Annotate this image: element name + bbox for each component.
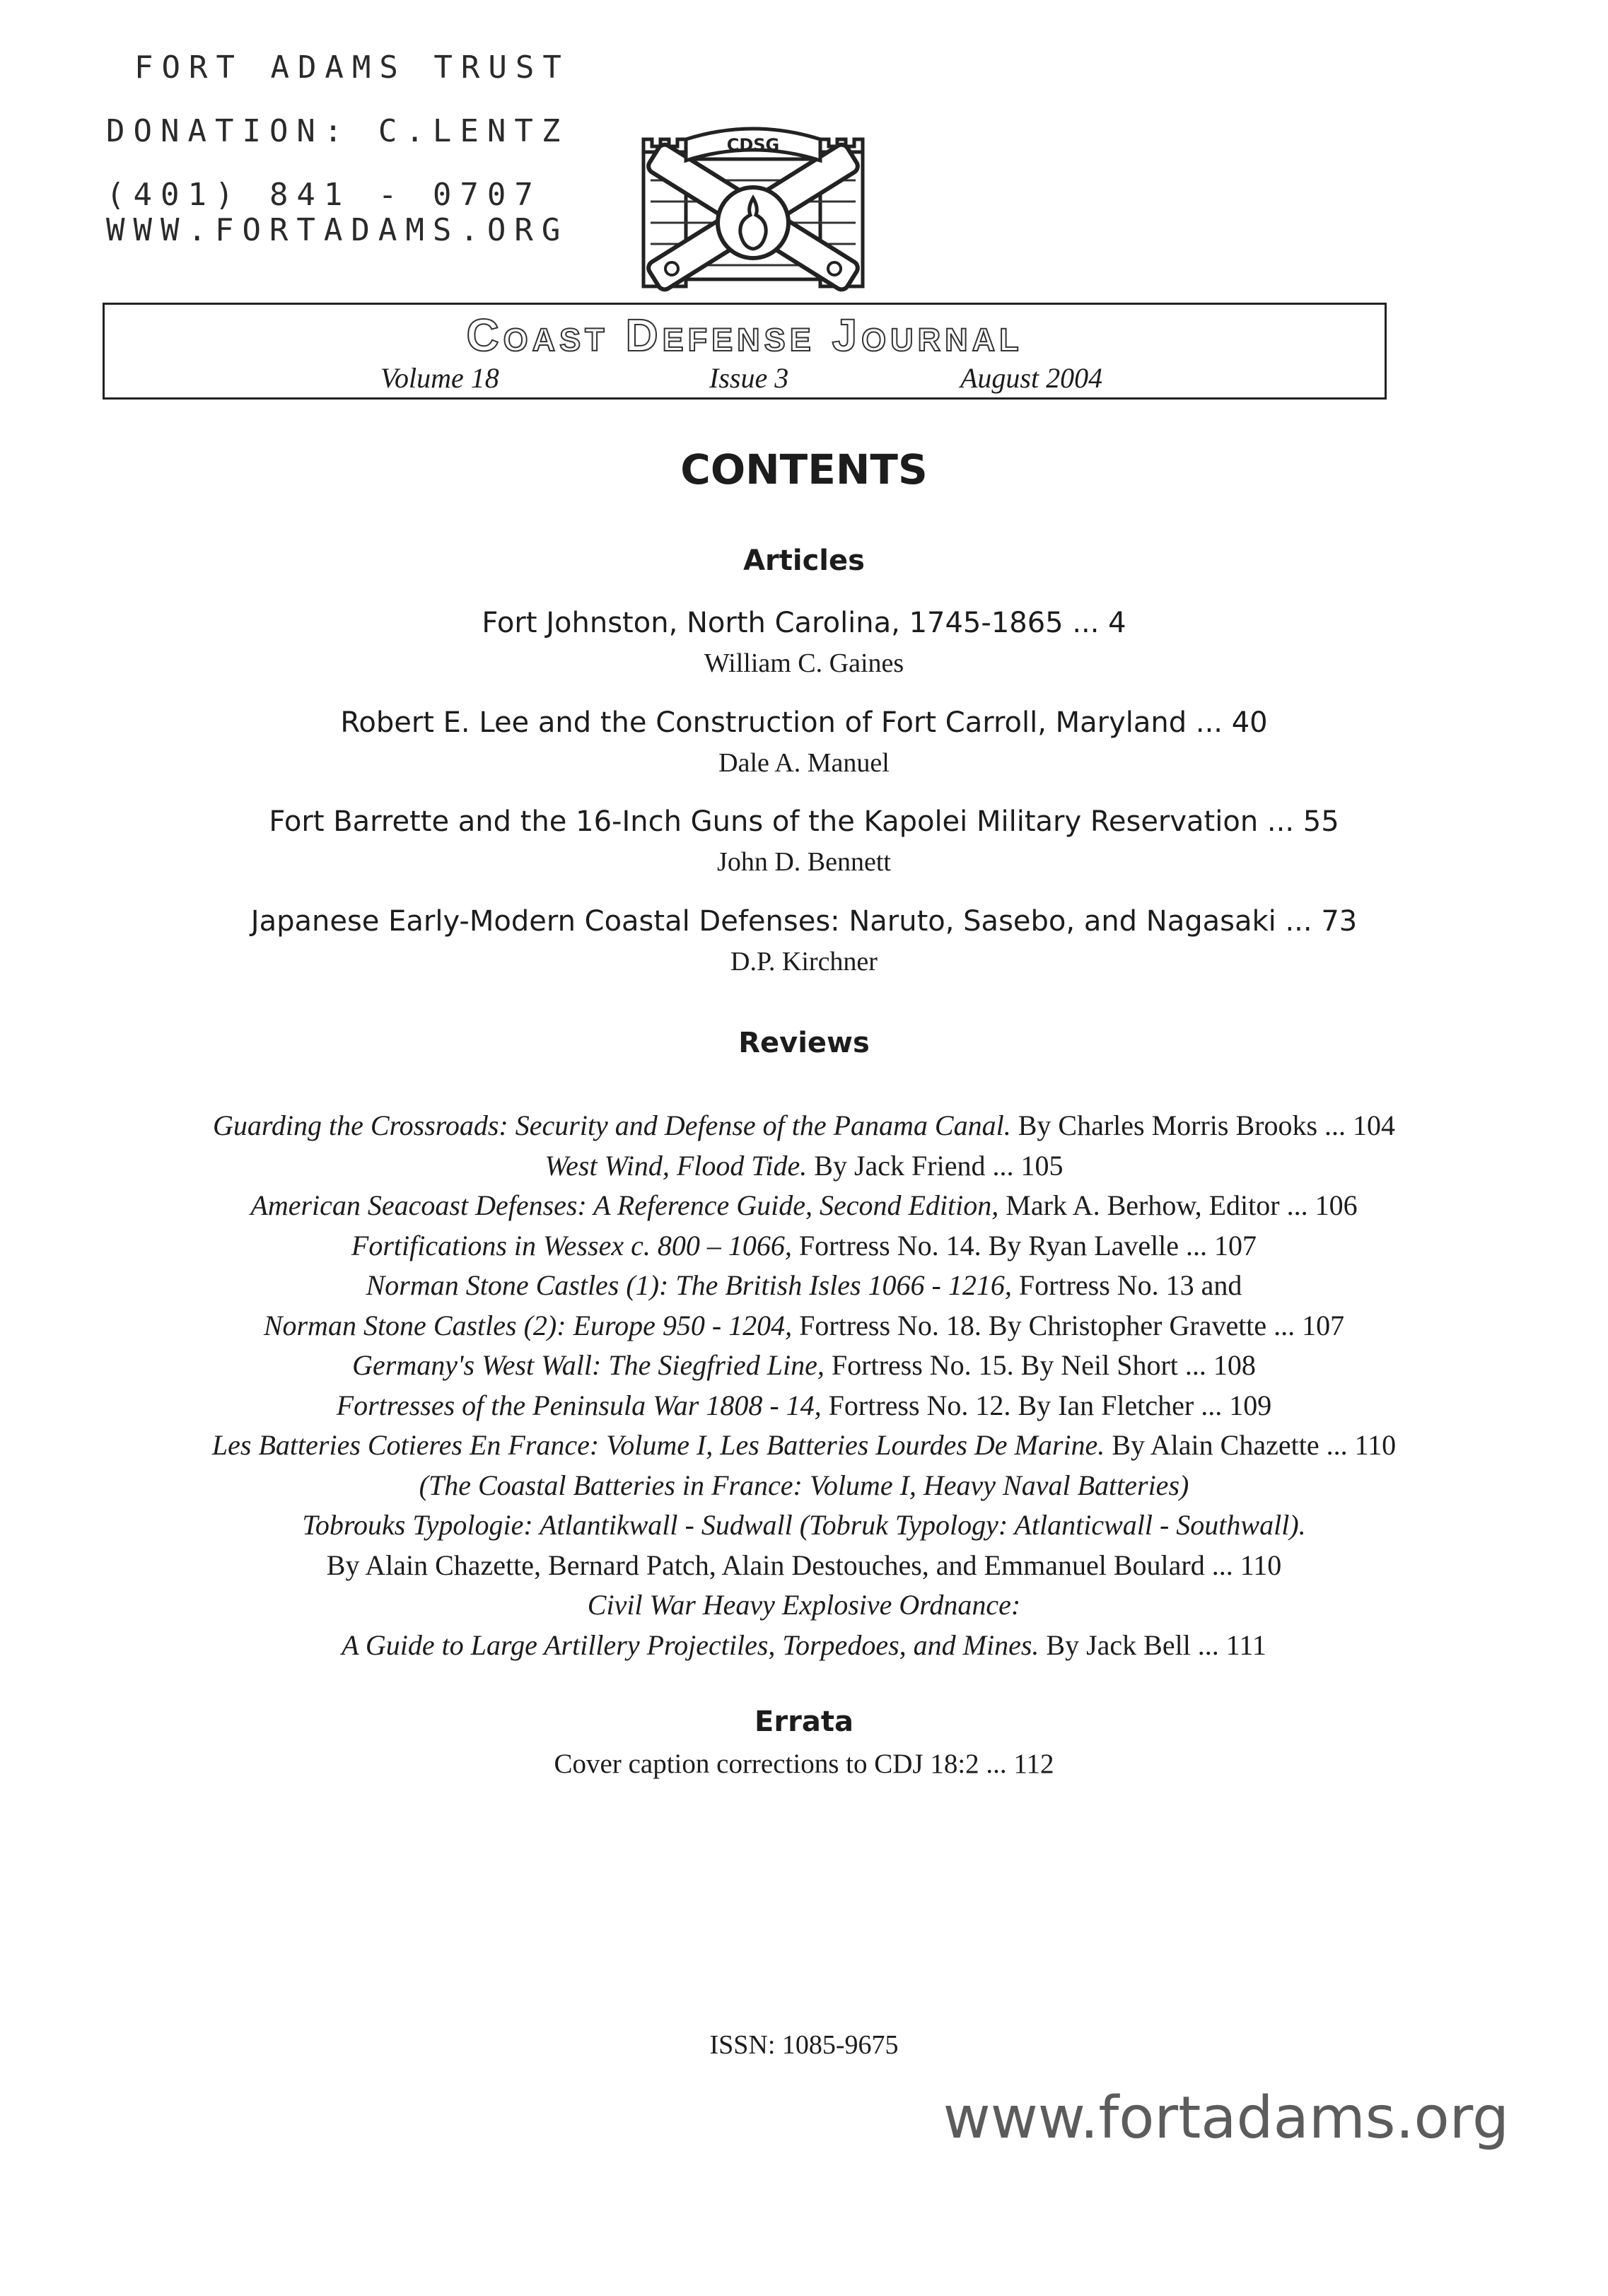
article-entry xyxy=(0,602,1608,683)
article-title: Fort Johnston, North Carolina, 1745-1865 ... 4 xyxy=(482,607,1126,639)
review-line: Germany's West Wall: The Siegfried Line, Fortress No. 15. By Neil Short ... 108 xyxy=(352,1349,1256,1381)
review-line: Civil War Heavy Explosive Ordnance: xyxy=(587,1589,1021,1621)
reviews-list xyxy=(0,1106,1608,1665)
errata-text: Cover caption corrections to CDJ 18:2 ... 112 xyxy=(554,1749,1054,1779)
emblem-banner-label: CDSG xyxy=(726,135,780,155)
article-entry xyxy=(0,901,1608,981)
volume-label: Volume 18 xyxy=(380,362,499,394)
review-line: West Wind, Flood Tide. By Jack Friend ... 105 xyxy=(544,1149,1064,1182)
article-entry xyxy=(0,702,1608,783)
articles-heading: Articles xyxy=(743,544,865,577)
journal-masthead xyxy=(103,303,1387,400)
cdsg-emblem-icon xyxy=(622,124,884,301)
article-author: D.P. Kirchner xyxy=(730,947,878,977)
errata-heading: Errata xyxy=(755,1706,853,1738)
review-line: Fortifications in Wessex c. 800 – 1066, Fortress No. 14. By Ryan Lavelle ... 107 xyxy=(351,1229,1257,1261)
journal-title: Coast Defense Journal xyxy=(466,310,1023,361)
article-author: John D. Bennett xyxy=(717,847,891,877)
stamp-line-trust: FORT ADAMS TRUST xyxy=(134,49,570,86)
stamp-line-phone: (401) 841 - 0707 xyxy=(106,177,542,213)
date-label: August 2004 xyxy=(960,362,1103,394)
article-author: Dale A. Manuel xyxy=(718,748,890,778)
review-line: Norman Stone Castles (1): The British Isles 1066 - 1216, Fortress No. 13 and xyxy=(366,1269,1242,1301)
review-line: American Seacoast Defenses: A Reference Guide, Second Edition, Mark A. Berhow, Editor ... 106 xyxy=(250,1189,1358,1221)
article-author: William C. Gaines xyxy=(704,648,904,678)
review-line: (The Coastal Batteries in France: Volume I, Heavy Naval Batteries) xyxy=(419,1469,1189,1501)
article-title: Fort Barrette and the 16-Inch Guns of the Kapolei Military Reservation ... 55 xyxy=(269,805,1339,838)
review-line: A Guide to Large Artillery Projectiles, Torpedoes, and Mines. By Jack Bell ... 111 xyxy=(342,1628,1266,1661)
reviews-heading: Reviews xyxy=(738,1027,870,1059)
stamp-line-donation: DONATION: C.LENTZ xyxy=(106,113,569,149)
issn-label: ISSN: 1085-9675 xyxy=(709,2030,899,2060)
website-watermark: www.fortadams.org xyxy=(943,2085,1509,2152)
article-title: Robert E. Lee and the Construction of Fort Carroll, Maryland ... 40 xyxy=(340,706,1268,739)
review-line: Guarding the Crossroads: Security and Defense of the Panama Canal. By Charles Morris Brooks ... 104 xyxy=(212,1109,1396,1141)
review-line: Norman Stone Castles (2): Europe 950 - 1204, Fortress No. 18. By Christopher Gravette ... 107 xyxy=(263,1309,1345,1341)
review-line: Les Batteries Cotieres En France: Volume I, Les Batteries Lourdes De Marine. By Alain Chazette ... 110 xyxy=(211,1429,1397,1461)
review-line: Fortresses of the Peninsula War 1808 - 14, Fortress No. 12. By Ian Fletcher ... 109 xyxy=(336,1389,1272,1421)
review-line: By Alain Chazette, Bernard Patch, Alain Destouches, and Emmanuel Boulard ... 110 xyxy=(326,1549,1282,1581)
issue-label: Issue 3 xyxy=(709,362,789,394)
article-entry xyxy=(0,801,1608,882)
contents-title: CONTENTS xyxy=(680,445,928,494)
article-title: Japanese Early-Modern Coastal Defenses: Naruto, Sasebo, and Nagasaki ... 73 xyxy=(250,905,1358,938)
stamp-line-website: WWW.FORTADAMS.ORG xyxy=(106,212,569,248)
review-line: Tobrouks Typologie: Atlantikwall - Sudwall (Tobruk Typology: Atlanticwall - Southwall). xyxy=(302,1509,1306,1541)
